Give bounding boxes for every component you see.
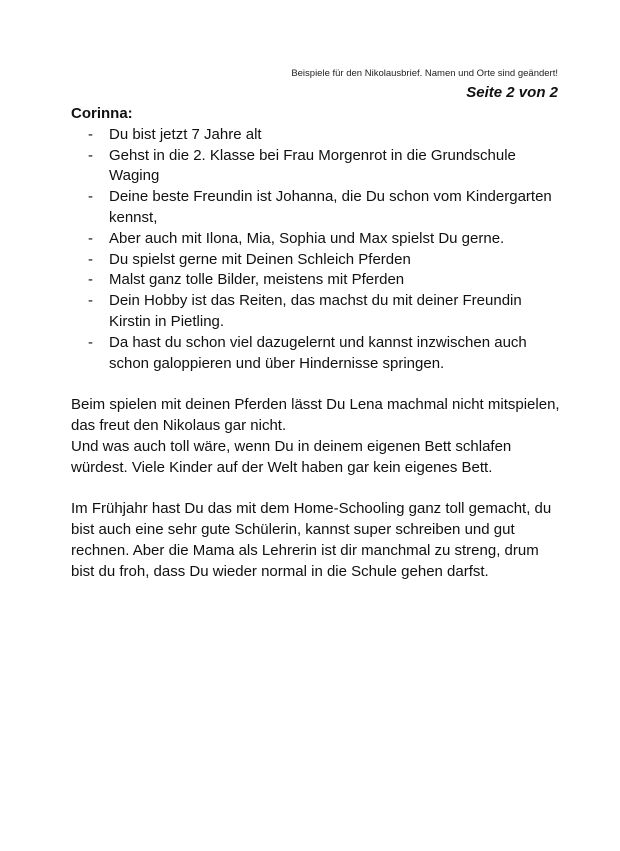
page-number: Seite 2 von 2 — [466, 84, 558, 101]
paragraph-bed: Und was auch toll wäre, wenn Du in deinem eigenen Bett schlafen würdest. Viele Kinder auf der Welt haben gar kein eigenes Bett. — [71, 437, 512, 476]
bullet-dash: - — [88, 250, 93, 268]
list-item — [71, 250, 561, 271]
paragraph-spacer — [71, 374, 561, 395]
list-item — [71, 229, 561, 250]
list-item-text: Du bist jetzt 7 Jahre alt — [109, 125, 262, 143]
list-item-text: Malst ganz tolle Bilder, meistens mit Pferden — [109, 271, 405, 289]
list-item-text: Dein Hobby ist das Reiten, das machst du mit deiner Freundin Kirstin in Pietling. — [109, 292, 522, 330]
paragraph-horses: Beim spielen mit deinen Pferden lässt Du Lena machmal nicht mitspielen, das freut den Nikolaus gar nicht. — [71, 396, 560, 434]
bullet-dash: - — [88, 188, 93, 206]
list-item — [71, 291, 561, 333]
bullet-dash: - — [88, 125, 93, 143]
header-note: Beispiele für den Nikolausbrief. Namen und Orte sind geändert! — [291, 68, 558, 79]
list-item-text: Du spielst gerne mit Deinen Schleich Pferden — [109, 250, 411, 268]
paragraph-spacer — [71, 478, 561, 499]
bullet-dash: - — [88, 271, 93, 289]
paragraph-school: Im Frühjahr hast Du das mit dem Home-Schooling ganz toll gemacht, du bist auch eine sehr gute Schülerin, kannst super schreiben und gut rechnen. Aber die Mama als Lehrerin ist dir manchmal zu streng, drum bist du froh, dass Du wieder normal in die Schule gehen darfst. — [71, 500, 552, 580]
list-item — [71, 270, 561, 291]
list-item-text: Gehst in die 2. Klasse bei Frau Morgenrot in die Grundschule Waging — [109, 146, 516, 185]
list-item-text: Deine beste Freundin ist Johanna, die Du schon vom Kindergarten kennst, — [109, 188, 552, 226]
list-item — [71, 125, 561, 146]
list-item-text: Da hast du schon viel dazugelernt und kannst inzwischen auch schon galoppieren und über Hindernisse springen. — [109, 333, 527, 372]
bullet-dash: - — [88, 146, 93, 164]
name-heading: Corinna: — [71, 105, 133, 122]
bullet-list — [71, 125, 561, 375]
list-item-text: Aber auch mit Ilona, Mia, Sophia und Max spielst Du gerne. — [109, 229, 505, 247]
bullet-dash: - — [88, 292, 93, 310]
list-item — [71, 333, 561, 375]
list-item — [71, 187, 561, 229]
bullet-dash: - — [88, 333, 93, 351]
list-item — [71, 146, 561, 188]
bullet-dash: - — [88, 229, 93, 247]
letter-body — [71, 104, 561, 582]
